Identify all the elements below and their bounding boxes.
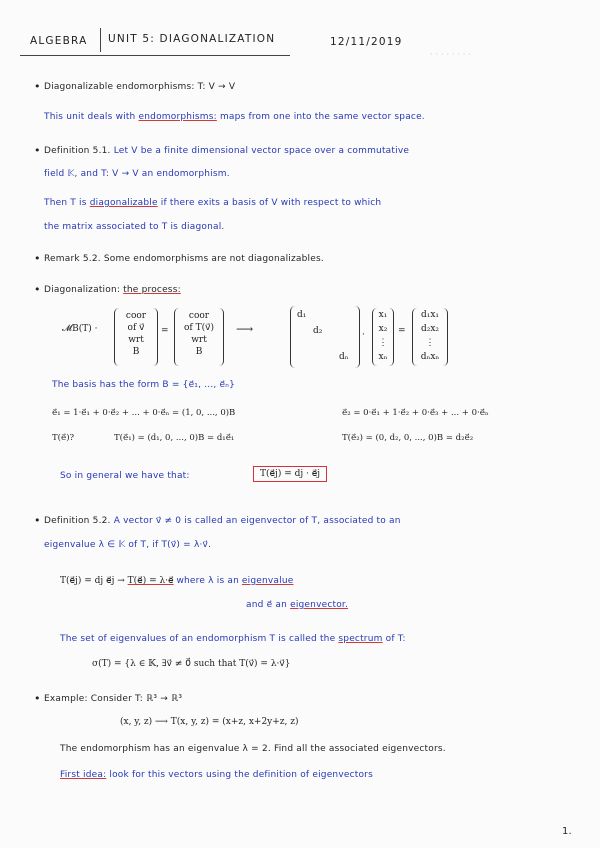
def52-line1 (44, 516, 401, 526)
def51-line3-pre: Then T is (44, 198, 87, 208)
intro-pre: This unit deals with (44, 112, 136, 122)
eig-post2: and e⃗ an (246, 600, 288, 610)
intro-line (44, 112, 425, 122)
process-pre: Diagonalization: (44, 285, 121, 295)
vec2-line: wrt (191, 335, 207, 345)
bullet-dot: • (34, 514, 41, 527)
header-underline (20, 55, 290, 56)
page-number: 1. (562, 826, 572, 837)
def52-label: Definition 5.2. (44, 516, 111, 526)
bullet-dot: • (34, 283, 41, 296)
header-unit: UNIT 5: DIAGONALIZATION (108, 33, 276, 45)
process-title (44, 285, 181, 295)
equals-sign: = (398, 326, 406, 336)
te2-line: T(e⃗₂) = (0, d₂, 0, ..., 0)B = d₂e⃗₂ (342, 433, 474, 443)
def51-link-diagonalizable: diagonalizable (89, 198, 158, 208)
header-date: 12/11/2019 (330, 36, 403, 48)
vec1-line: B (132, 347, 140, 357)
x-entry: xₙ (378, 352, 388, 362)
basis-line: The basis has the form B = {e⃗₁, ..., e⃗ₙ} (52, 380, 235, 390)
eig-link-eigenvalue: eigenvalue (241, 576, 294, 586)
example-line1 (44, 694, 182, 704)
header-divider (100, 28, 101, 52)
eig-line (60, 576, 293, 586)
eig-mid: T(e⃗) = λ·e⃗ (127, 576, 174, 586)
def51-line3-post: if there exits a basis of V with respect to which (160, 198, 382, 208)
eig-link-eigenvector: eigenvector. (290, 600, 349, 610)
spectrum-pre: The set of eigenvalues of an endomorphism T is called the (60, 634, 336, 644)
spectrum-definition: σ(T) = {λ ∈ 𝕂, ∃v⃗ ≠ 0⃗ such that T(v⃗) = λ·v⃗} (92, 659, 291, 669)
eig-line2 (246, 600, 348, 610)
x-entry: x₁ (378, 310, 388, 320)
diag-entry: d₁ (297, 310, 307, 320)
dot-operator: · (362, 330, 365, 340)
example-map: (x, y, z) ⟶ T(x, y, z) = (x+z, x+2y+z, z) (120, 717, 299, 727)
example-text: Consider T: ℝ³ → ℝ³ (90, 694, 183, 704)
intro-post: maps from one into the same vector space. (219, 112, 425, 122)
bullet-dot: • (34, 252, 41, 265)
def51-text1: Let V be a finite dimensional vector space over a commutative (113, 146, 410, 156)
first-idea-link: First idea: (60, 770, 107, 780)
equals-sign: = (161, 326, 169, 336)
def51-line3 (44, 198, 381, 208)
vec2-line: of T(v⃗) (184, 323, 214, 333)
bleed-through: · · · · · · · · (430, 50, 472, 59)
vector-coor-tv (174, 308, 224, 366)
first-idea-line (60, 770, 373, 780)
def51-line4: the matrix associated to T is diagonal. (44, 222, 225, 232)
general-boxed-formula: T(e⃗j) = dj · e⃗j (253, 466, 327, 482)
remark52: Remark 5.2. Some endomorphisms are not diagonalizables. (44, 254, 324, 264)
vec2-line: coor (188, 311, 210, 321)
diag-entry: dₙ (339, 352, 349, 362)
example-label: Example: (44, 694, 88, 704)
spectrum-post: of T: (385, 634, 406, 644)
def52-text1: A vector v⃗ ≠ 0 is called an eigenvector of T, associated to an (113, 516, 401, 526)
general-pre: So in general we have that: (60, 471, 190, 481)
bullet-dot: • (34, 692, 41, 705)
diag-entry: d₂ (313, 326, 323, 336)
spectrum-link: spectrum (338, 634, 383, 644)
dx-entry: dₙxₙ (420, 352, 440, 362)
x-vector (372, 308, 394, 366)
first-idea-post: look for this vectors using the definition of eigenvectors (109, 770, 373, 780)
def51-line2: field 𝕂, and T: V → V an endomorphism. (44, 169, 230, 179)
dx-entry: d₂x₂ (420, 324, 440, 334)
def52-line2: eigenvalue λ ∈ 𝕂 of T, if T(v⃗) = λ·v⃗. (44, 540, 212, 550)
e1-decomposition: e⃗₁ = 1·e⃗₁ + 0·e⃗₂ + ... + 0·e⃗ₙ = (1, 0, ..., 0)B (52, 408, 236, 418)
def51-line1 (44, 146, 409, 156)
eig-pre: T(e⃗j) = dj e⃗j → (60, 576, 125, 586)
intro-link-endomorphisms: endomorphisms: (138, 112, 217, 122)
def51-label: Definition 5.1. (44, 146, 111, 156)
header-subject: ALGEBRA (30, 35, 88, 47)
bullet-dot: • (34, 144, 41, 157)
section-title-diag: Diagonalizable endomorphisms: T: V → V (44, 82, 236, 92)
e2-decomposition: e⃗₂ = 0·e⃗₁ + 1·e⃗₂ + 0·e⃗₃ + ... + 0·e⃗ₙ (342, 408, 489, 418)
process-link: the process: (123, 285, 181, 295)
right-arrow-icon: ⟶ (236, 322, 254, 336)
vec1-line: wrt (128, 335, 144, 345)
te1-line: T(e⃗₁) = (d₁, 0, ..., 0)B = d₁e⃗₁ (114, 433, 235, 443)
vec2-line: B (195, 347, 203, 357)
example-line2: The endomorphism has an eigenvalue λ = 2. Find all the associated eigenvectors. (60, 744, 446, 754)
spectrum-line (60, 634, 406, 644)
matrix-label: 𝓜B(T) · (62, 324, 98, 334)
eig-post1: where λ is an (176, 576, 240, 586)
x-entry: x₂ (378, 324, 388, 334)
dx-entry: d₁x₁ (420, 310, 440, 320)
vec1-line: of v⃗ (127, 323, 145, 333)
dx-entry: ⋮ (425, 338, 435, 348)
dx-vector (412, 308, 448, 366)
bullet-dot: • (34, 80, 41, 93)
x-entry: ⋮ (378, 338, 388, 348)
te-question: T(e⃗)? (52, 433, 75, 443)
vector-coor-v (114, 308, 158, 366)
vec1-line: coor (125, 311, 147, 321)
diagonal-matrix (290, 306, 360, 368)
